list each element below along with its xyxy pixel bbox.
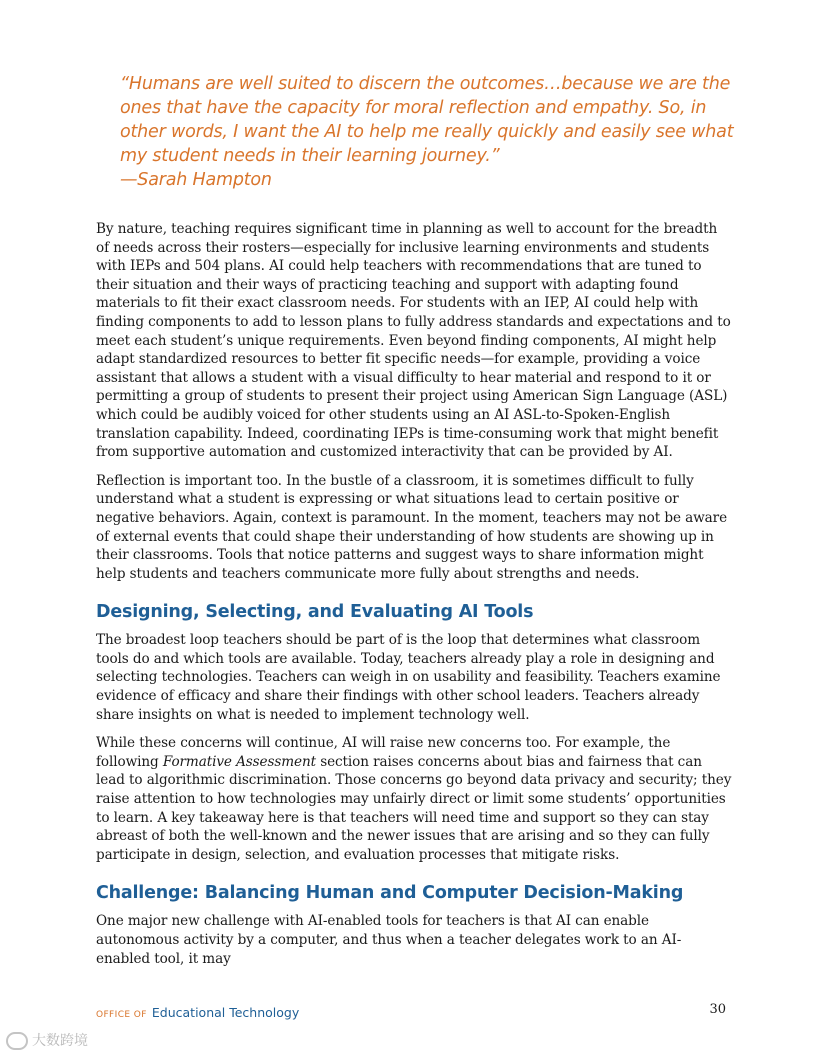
office-logo (96, 1002, 299, 1021)
main-content (96, 220, 732, 978)
quote-text: “Humans are well suited to discern the outcomes…because we are the ones that have the capacity for moral reflection and empathy. So, in other words, I want the AI to help me really quickly and easily see what my student needs in their learning journey.” (120, 74, 734, 166)
body-paragraph: The broadest loop teachers should be part of is the loop that determines what classroom tools do and which tools are available. Today, teachers already play a role in designing and selecting technologies. Teachers can weigh in on usability and feasibility. Teachers examine evidence of efficacy and share their findings with other school leaders. Teachers already share insights on what is needed to implement technology well. (96, 632, 721, 723)
watermark-logo-icon (6, 1032, 28, 1050)
pull-quote (120, 72, 740, 192)
section-heading: Designing, Selecting, and Evaluating AI Tools (96, 602, 534, 623)
body-paragraph: Reflection is important too. In the bustle of a classroom, it is sometimes difficult to fully understand what a student is expressing or what situations lead to certain positive or negative behaviors. Again, context is paramount. In the moment, teachers may not be aware of external events that could shape their understanding of how students are showing up in their classrooms. Tools that notice patterns and suggest ways to share information might help students and teachers communicate more fully about strengths and needs. (96, 472, 728, 582)
page-footer (96, 1000, 726, 1020)
office-prefix: OFFICE OF (96, 1010, 147, 1020)
watermark-text: 大数跨境 (32, 1033, 88, 1049)
quote-attribution: —Sarah Hampton (120, 170, 272, 190)
body-paragraph: By nature, teaching requires significant time in planning as well to account for the breadth of needs across their rosters—especially for inclusive learning environments and students with IEPs and 504 plans. AI could help teachers with recommendations that are tuned to their situation and their ways of practicing teaching and support with adapting found materials to fit their exact classroom needs. For students with an IEP, AI could help with finding components to add to lesson plans to fully address standards and expectations and to meet each student’s unique requirements. Even beyond finding components, AI might help adapt standardized resources to better fit specific needs—for example, providing a voice assistant that allows a student with a visual difficulty to hear material and respond to it or permitting a group of students to present their project using American Sign Language (ASL) which could be audibly voiced for other students using an AI ASL-to-Spoken-English translation capability. Indeed, coordinating IEPs is time-consuming work that might benefit from supportive automation and customized interactivity that can be provided by AI. (96, 221, 731, 461)
watermark (6, 1030, 88, 1050)
page-number: 30 (709, 1002, 726, 1017)
paragraph-text: section raises concerns about bias and fairness that can lead to algorithmic discrimination. Those concerns go beyond data privacy and security; they raise attention to how technologies may unfairly direct or limit some students’ opportunities to learn. A key takeaway here is that teachers will need time and support so they can stay abreast of both the well-known and the newer issues that are arising and so they can fully participate in design, selection, and evaluation processes that mitigate risks. (96, 753, 732, 863)
body-paragraph: One major new challenge with AI-enabled tools for teachers is that AI can enable autonomous activity by a computer, and thus when a teacher delegates work to an AI-enabled tool, it may (96, 913, 682, 967)
body-paragraph (96, 734, 732, 864)
office-name: Educational Technology (151, 1005, 300, 1020)
section-heading: Challenge: Balancing Human and Computer Decision-Making (96, 883, 684, 904)
section-reference: Formative Assessment (162, 753, 316, 770)
paragraph-text: While these concerns will continue, AI will raise new concerns too. For example, the following (96, 735, 671, 770)
